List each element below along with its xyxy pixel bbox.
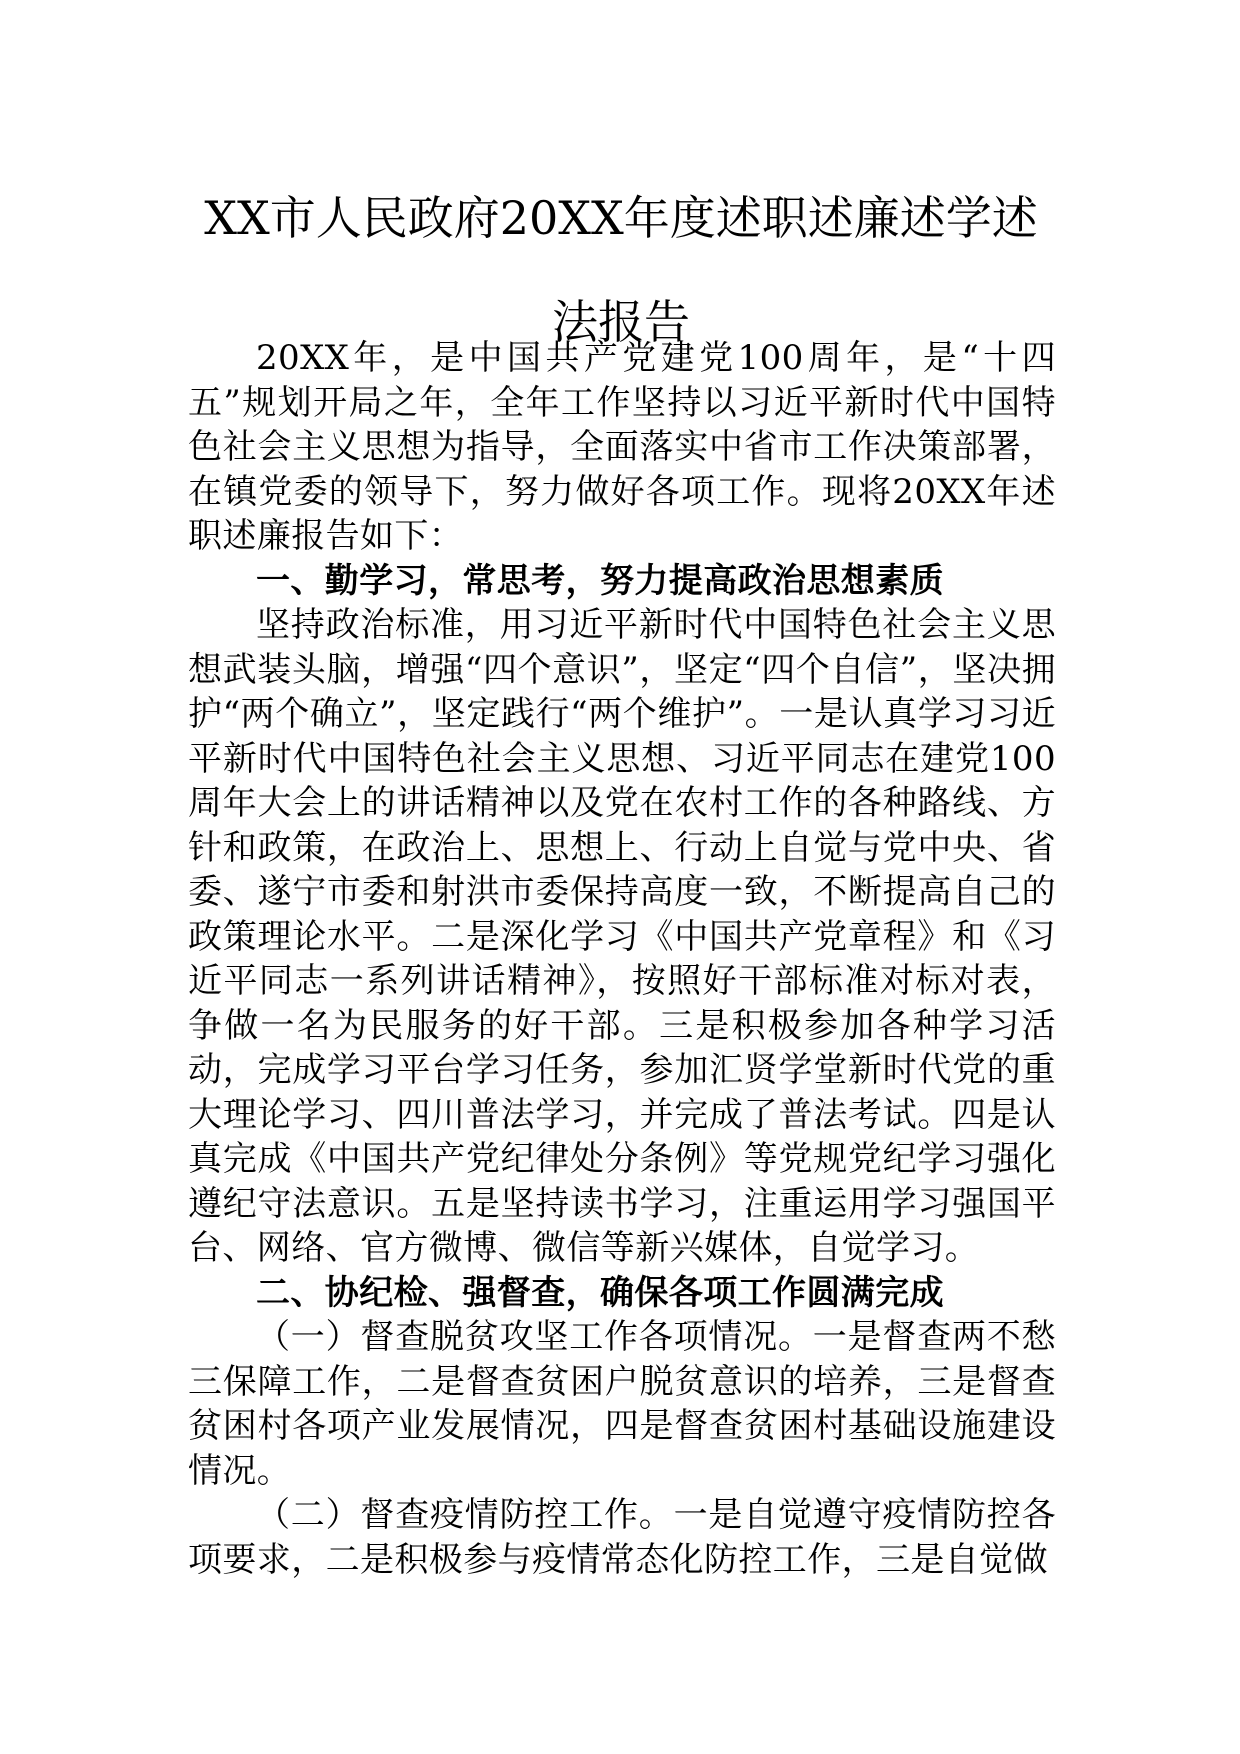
paragraph-poverty-supervision: （一）督查脱贫攻坚工作各项情况。一是督查两不愁三保障工作，二是督查贫困户脱贫意识的培养，三是督查贫困村各项产业发展情况，四是督查贫困村基础设施建设情况。 [188,1317,1056,1491]
paragraph-intro: 20XX年，是中国共产党建党100周年，是“十四五”规划开局之年，全年工作坚持以习近平新时代中国特色社会主义思想为指导，全面落实中省市工作决策部署，在镇党委的领导下，努力做好各项工作。现将20XX年述职述廉报告如下： [188,338,1056,556]
document-body [188,336,1056,1582]
section-heading-1: 一、勤学习，常思考，努力提高政治思想素质 [256,560,944,601]
paragraph-study: 坚持政治标准，用习近平新时代中国特色社会主义思想武装头脑，增强“四个意识”，坚定“四个自信”，坚决拥护“两个确立”，坚定践行“两个维护”。一是认真学习习近平新时代中国特色社会主义思想、习近平同志在建党100周年大会上的讲话精神以及党在农村工作的各种路线、方针和政策，在政治上、思想上、行动上自觉与党中央、省委、遂宁市委和射洪市委保持高度一致，不断提高自己的政策理论水平。二是深化学习《中国共产党章程》和《习近平同志一系列讲话精神》，按照好干部标准对标对表，争做一名为民服务的好干部。三是积极参加各种学习活动，完成学习平台学习任务，参加汇贤学堂新时代党的重大理论学习、四川普法学习，并完成了普法考试。四是认真完成《中国共产党纪律处分条例》等党规党纪学习强化遵纪守法意识。五是坚持读书学习，注重运用学习强国平台、网络、官方微博、微信等新兴媒体，自觉学习。 [188,605,1056,1268]
section-heading-2: 二、协纪检、强督查，确保各项工作圆满完成 [256,1272,944,1313]
paragraph-epidemic-supervision: （二）督查疫情防控工作。一是自觉遵守疫情防控各项要求，二是积极参与疫情常态化防控工作，三是自觉做 [188,1495,1056,1580]
document-title: XX市人民政府20XX年度述职述廉述学述法报告 [204,191,1038,349]
